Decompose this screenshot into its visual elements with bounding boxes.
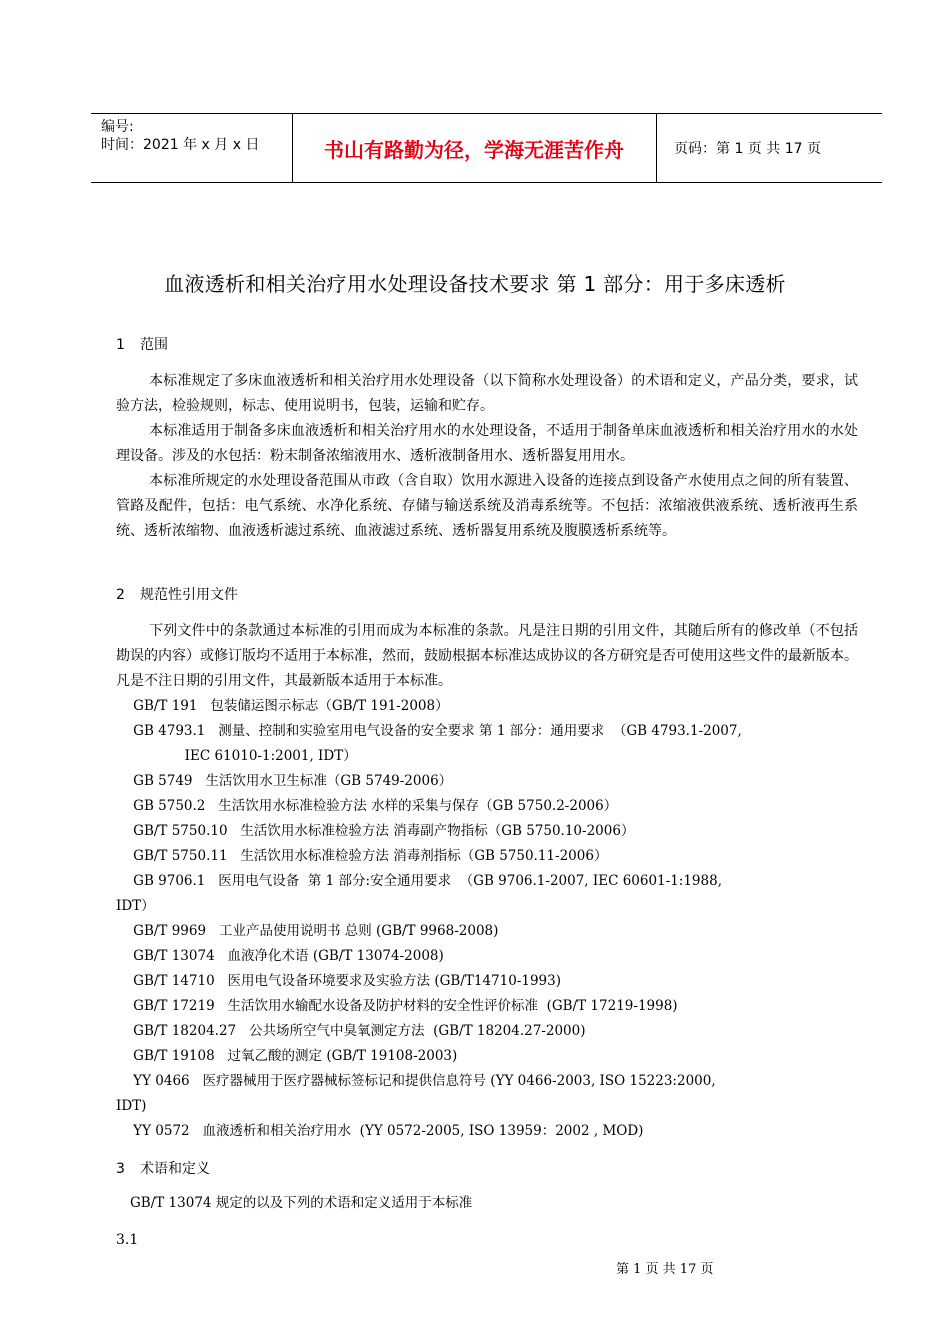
reference-item: GB/T 14710 医用电气设备环境要求及实验方法 (GB/T14710-1993)	[116, 973, 561, 989]
reference-item: GB/T 13074 血液净化术语 (GB/T 13074-2008)	[116, 948, 444, 964]
subsection-number: 3.1	[116, 1232, 139, 1248]
section-title: 术语和定义	[140, 1161, 210, 1177]
header-divider	[656, 114, 657, 182]
paragraph: 下列文件中的条款通过本标准的引用而成为本标准的条款。凡是注日期的引用文件，其随后所有的修改单（不包括勘误的内容）或修订版均不适用于本标准，然而，鼓励根据本标准达成协议的各方研究是否可使用这些文件的最新版本。凡是不注日期的引用文件，其最新版本适用于本标准。	[116, 623, 858, 689]
reference-item: IDT）	[116, 898, 155, 914]
reference-item: GB/T 5750.10 生活饮用水标准检验方法 消毒副产物指标（GB 5750.10-2006）	[116, 823, 635, 839]
section-number: 3	[116, 1161, 125, 1177]
reference-item: GB 4793.1 测量、控制和实验室用电气设备的安全要求 第 1 部分：通用要求 （GB 4793.1-2007,	[116, 723, 742, 739]
paragraph: 本标准适用于制备多床血液透析和相关治疗用水的水处理设备，不适用于制备单床血液透析和相关治疗用水的水处理设备。涉及的水包括：粉末制备浓缩液用水、透析液制备用水、透析器复用用水。	[116, 423, 858, 464]
section-title: 规范性引用文件	[140, 587, 238, 603]
reference-item: GB/T 18204.27 公共场所空气中臭氧测定方法 (GB/T 18204.27-2000)	[116, 1023, 586, 1039]
page-info: 页码：第 1 页 共 17 页	[674, 141, 821, 157]
id-label: 编号:	[101, 119, 134, 135]
section-title: 范围	[140, 337, 168, 353]
section-heading-3	[116, 1158, 210, 1178]
reference-item: GB 5750.2 生活饮用水标准检验方法 水样的采集与保存（GB 5750.2-2006）	[116, 798, 618, 814]
motto: 书山有路勤为径，学海无涯苦作舟	[324, 137, 624, 162]
paragraph: 本标准所规定的水处理设备范围从市政（含自取）饮用水源进入设备的连接点到设备产水使用点之间的所有装置、管路及配件，包括：电气系统、水净化系统、存储与输送系统及消毒系统等。不包括：浓缩液供液系统、透析液再生系统、透析浓缩物、血液透析滤过系统、血液滤过系统、透析器复用系统及腹膜透析系统等。	[116, 473, 858, 539]
page-footer: 第 1 页 共 17 页	[616, 1262, 714, 1277]
header-table	[91, 113, 882, 183]
time-label: 时间：2021 年 x 月 x 日	[101, 137, 260, 153]
header-meta	[101, 118, 259, 154]
paragraph: 本标准规定了多床血液透析和相关治疗用水处理设备（以下简称水处理设备）的术语和定义，产品分类，要求，试验方法，检验规则，标志、使用说明书，包装，运输和贮存。	[116, 373, 858, 414]
reference-item: GB/T 19108 过氧乙酸的测定 (GB/T 19108-2003)	[116, 1048, 458, 1064]
header-divider	[292, 114, 293, 182]
reference-item: YY 0466 医疗器械用于医疗器械标签标记和提供信息符号 (YY 0466-2003, ISO 15223:2000,	[116, 1073, 716, 1089]
reference-item: GB/T 5750.11 生活饮用水标准检验方法 消毒剂指标（GB 5750.11-2006）	[116, 848, 608, 864]
reference-item: YY 0572 血液透析和相关治疗用水 (YY 0572-2005, ISO 13959：2002 , MOD)	[116, 1123, 644, 1139]
document-title: 血液透析和相关治疗用水处理设备技术要求 第 1 部分：用于多床透析	[164, 272, 786, 296]
section-heading-1	[116, 334, 168, 354]
reference-item: GB/T 17219 生活饮用水输配水设备及防护材料的安全性评价标准 (GB/T 17219-1998)	[116, 998, 678, 1014]
reference-item: GB/T 191 包装储运图示标志（GB/T 191-2008）	[116, 698, 449, 714]
reference-item: IEC 61010-1:2001, IDT）	[116, 748, 357, 764]
reference-item: GB 9706.1 医用电气设备 第 1 部分:安全通用要求 （GB 9706.1-2007, IEC 60601-1:1988,	[116, 873, 722, 889]
section-heading-2	[116, 584, 238, 604]
paragraph: GB/T 13074 规定的以及下列的术语和定义适用于本标准	[130, 1195, 473, 1211]
section-number: 2	[116, 587, 125, 603]
reference-item: IDT)	[116, 1098, 147, 1114]
reference-item: GB/T 9969 工业产品使用说明书 总则 (GB/T 9968-2008)	[116, 923, 499, 939]
reference-item: GB 5749 生活饮用水卫生标准（GB 5749-2006）	[116, 773, 453, 789]
section-number: 1	[116, 337, 125, 353]
